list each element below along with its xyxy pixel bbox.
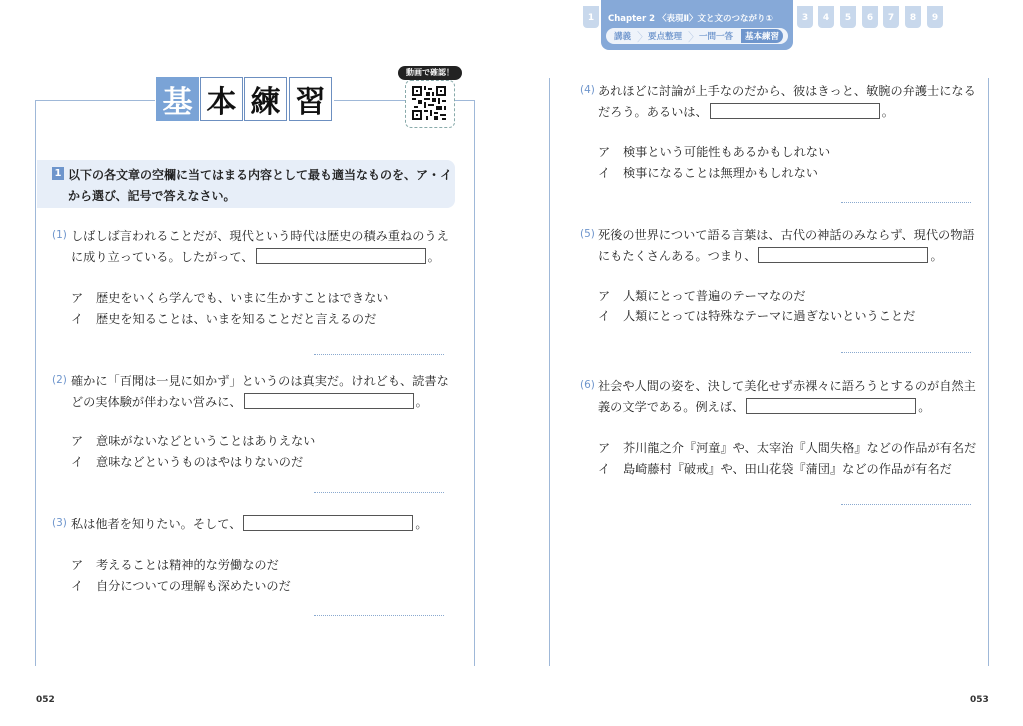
question-text: 社会や人間の姿を、決して美化せず赤裸々に語ろうとするのが自然主 [598,379,976,393]
question-text-before-blank: どの実体験が伴わない営みに、 [71,395,242,409]
instruction-line-2: から選び、記号で答えなさい。 [68,189,236,203]
choice-letter: イ [598,166,611,180]
question-text: 確かに「百聞は一見に如かず」というのは真実だ。けれども、読書な [71,374,449,388]
question-text: 死後の世界について語る言葉は、古代の神話のみならず、現代の物語 [598,228,975,242]
question-text-before-blank: だろう。あるいは、 [598,105,708,119]
right-page-frame-right [988,78,989,666]
choice-text: 意味などというものはやはりないのだ [96,455,304,469]
choice-text: 人類にとって普遍のテーマなのだ [623,289,806,303]
answer-line[interactable] [841,504,971,505]
answer-blank[interactable] [256,248,426,264]
question-text-after-blank: 。 [881,105,894,119]
choice-b[interactable] [71,310,376,327]
question-text: あれほどに討論が上手なのだから、彼はきっと、敏腕の弁護士になる [598,84,976,98]
choice-letter: イ [71,455,84,469]
answer-line[interactable] [314,615,444,616]
breadcrumb-item-qa[interactable]: 一問一答 [699,32,734,42]
question-number: (3) [52,517,67,529]
page-title-char-2: 本 [200,77,243,121]
answer-line[interactable] [314,492,444,493]
question-number: (6) [580,379,595,391]
choice-text: 芥川龍之介『河童』や、太宰治『人間失格』などの作品が有名だ [623,441,977,455]
chapter-tab-9[interactable]: 9 [927,6,943,28]
question-text [71,515,428,532]
answer-line[interactable] [841,202,971,203]
chapter-tab-7[interactable]: 7 [883,6,899,28]
question-text: しばしば言われることだが、現代という時代は歴史の積み重ねのうえ [71,229,449,243]
instruction-line-1: 以下の各文章の空欄に当てはまる内容として最も適当なものを、ア・イ [68,168,453,182]
choice-text: 検事という可能性もあるかもしれない [623,145,831,159]
chapter-title: Chapter 2 〈表現Ⅱ〉文と文のつながり① [608,14,773,24]
choice-a[interactable] [71,432,315,449]
breadcrumb-item-practice[interactable]: 基本練習 [741,29,783,43]
question-text [598,103,894,120]
instruction-number: 1 [52,167,64,180]
question-number: (4) [580,84,595,96]
choice-letter: ア [598,289,611,303]
question-text-after-blank: 。 [930,249,943,263]
choice-letter: イ [598,462,611,476]
question-number: (1) [52,229,67,241]
breadcrumb-item-summary[interactable]: 要点整理 [648,32,683,42]
right-page-frame-left [549,78,550,666]
choice-letter: ア [71,434,84,448]
choice-letter: ア [71,558,84,572]
answer-blank[interactable] [244,393,414,409]
chapter-tab-3[interactable]: 3 [797,6,813,28]
choice-text: 意味がないなどということはありえない [96,434,316,448]
choice-a[interactable] [71,289,389,306]
question-text [598,247,943,264]
question-text-before-blank: 義の文学である。例えば、 [598,400,745,414]
choice-letter: イ [71,579,84,593]
left-page-frame-left [35,100,36,666]
page-title-char-1: 基 [156,77,199,121]
page-title-char-3: 練 [244,77,287,121]
choice-text: 歴史を知ることは、いまを知ることだと言えるのだ [96,312,377,326]
answer-line[interactable] [841,352,971,353]
choice-text: 検事になることは無理かもしれない [623,166,818,180]
question-number: (2) [52,374,67,386]
question-text-after-blank: 。 [918,400,931,414]
choice-a[interactable] [598,439,976,456]
left-page-frame-right [474,100,475,666]
question-text-after-blank: 。 [427,250,440,264]
question-text-after-blank: 。 [415,395,428,409]
choice-a[interactable] [598,287,806,304]
page-number-left: 052 [36,695,55,705]
choice-text: 島崎藤村『破戒』や、田山花袋『蒲団』などの作品が有名だ [623,462,952,476]
choice-text: 考えることは精神的な労働なのだ [96,558,279,572]
choice-letter: ア [71,291,84,305]
question-text-after-blank: 。 [415,517,428,531]
answer-blank[interactable] [710,103,880,119]
answer-blank[interactable] [758,247,928,263]
question-text-before-blank: に成り立っている。したがって、 [71,250,254,264]
qr-code-icon[interactable] [412,86,446,120]
choice-b[interactable] [71,577,291,594]
chapter-tab-8[interactable]: 8 [905,6,921,28]
choice-letter: イ [598,309,611,323]
question-text [598,398,930,415]
choice-b[interactable] [71,453,303,470]
choice-letter: ア [598,441,611,455]
breadcrumb-item-lecture[interactable]: 講義 [614,32,632,42]
answer-blank[interactable] [746,398,916,414]
chapter-tab-4[interactable]: 4 [818,6,834,28]
answer-line[interactable] [314,354,444,355]
qr-label: 動画で確認！ [398,66,462,80]
choice-letter: ア [598,145,611,159]
left-page-frame-top [35,100,155,101]
page-title-char-4: 習 [289,77,332,121]
question-text [71,248,440,265]
chevron-right-icon: 〉 [688,30,701,44]
chapter-tab-5[interactable]: 5 [840,6,856,28]
page-number-right: 053 [970,695,989,705]
choice-a[interactable] [71,556,279,573]
question-text [71,393,428,410]
answer-blank[interactable] [243,515,413,531]
choice-letter: イ [71,312,84,326]
choice-text: 自分についての理解も深めたいのだ [96,579,291,593]
choice-text: 歴史をいくら学んでも、いまに生かすことはできない [96,291,389,305]
choice-b[interactable] [598,164,818,181]
choice-text: 人類にとっては特殊なテーマに過ぎないということだ [623,309,916,323]
chapter-tab-1[interactable]: 1 [583,6,599,28]
chapter-tab-6[interactable]: 6 [862,6,878,28]
choice-a[interactable] [598,143,830,160]
question-text-before-blank: 私は他者を知りたい。そして、 [71,517,242,531]
question-number: (5) [580,228,595,240]
choice-b[interactable] [598,307,915,324]
question-text-before-blank: にもたくさんある。つまり、 [598,249,757,263]
chevron-right-icon: 〉 [637,30,650,44]
choice-b[interactable] [598,460,952,477]
